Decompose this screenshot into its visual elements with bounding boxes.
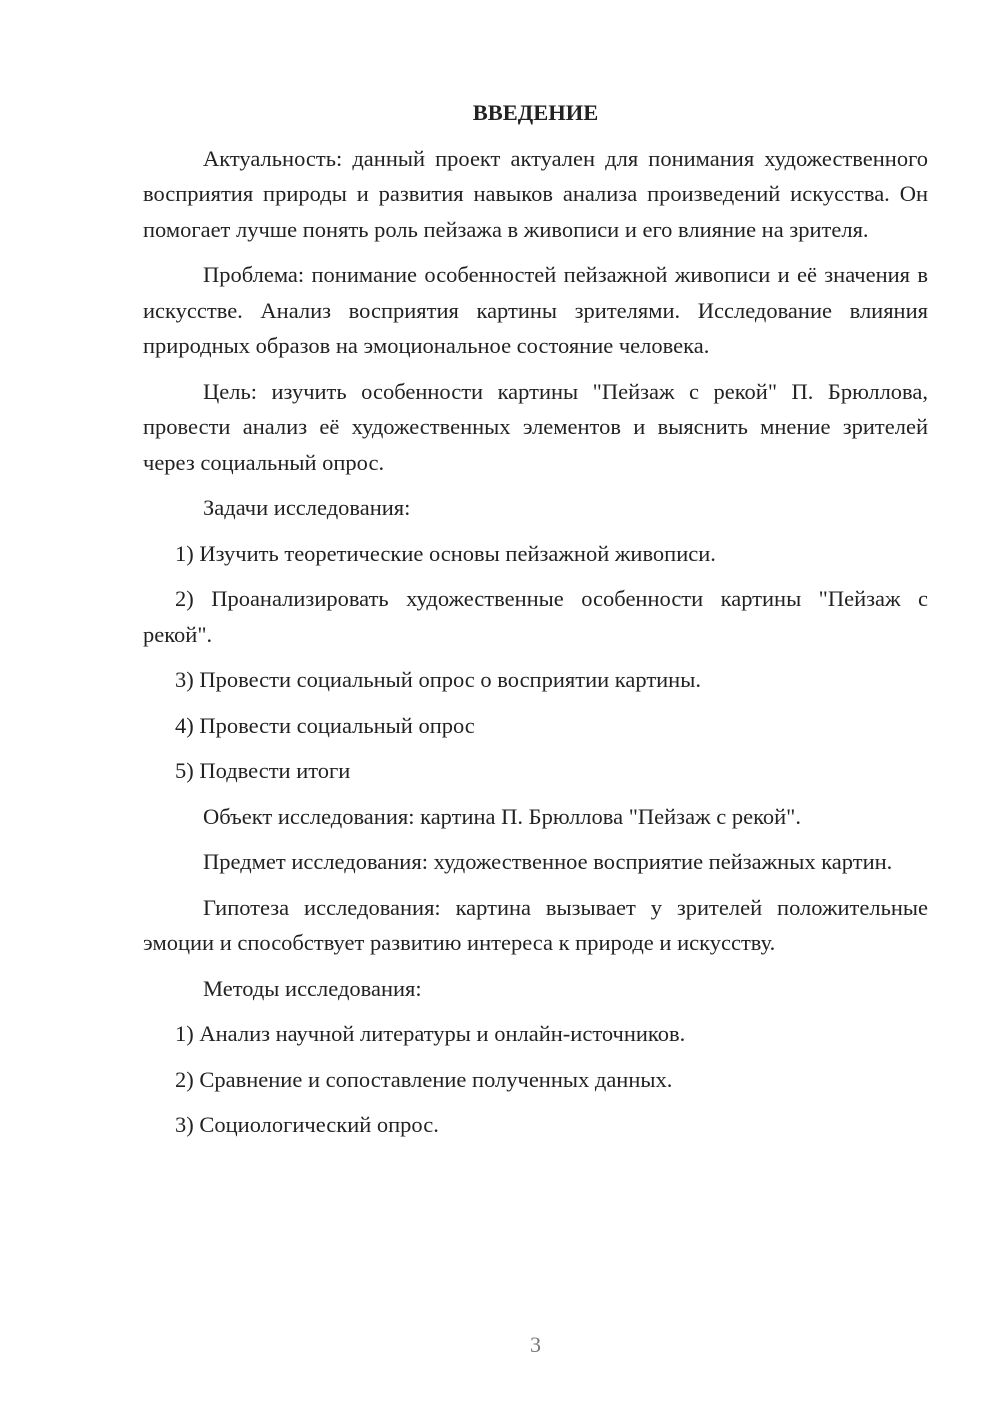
method-item: 2) Сравнение и сопоставление полученных данных.	[175, 1066, 673, 1092]
goal-paragraph: Цель: изучить особенности картины "Пейзаж с рекой" П. Брюллова, провести анализ её художественных элементов и выяснить мнение зрителей через социальный опрос.	[143, 378, 928, 475]
task-item: 2) Проанализировать художественные особенности картины "Пейзаж с рекой".	[143, 586, 928, 647]
section-title: ВВЕДЕНИЕ	[472, 100, 599, 125]
page-number: 3	[530, 1332, 541, 1357]
method-item: 1) Анализ научной литературы и онлайн-источников.	[175, 1021, 686, 1046]
subject-paragraph: Предмет исследования: художественное восприятие пейзажных картин.	[203, 849, 893, 874]
tasks-heading: Задачи исследования:	[203, 495, 411, 520]
document-page	[143, 95, 928, 1153]
hypothesis-paragraph: Гипотеза исследования: картина вызывает у зрителей положительные эмоции и способствует развитию интереса к природе и искусству.	[143, 894, 928, 955]
method-item: 3) Социологический опрос.	[175, 1112, 439, 1137]
object-paragraph: Объект исследования: картина П. Брюллова "Пейзаж с рекой".	[203, 803, 801, 829]
task-item: 4) Провести социальный опрос	[175, 712, 475, 738]
methods-heading: Методы исследования:	[203, 975, 422, 1001]
task-item: 5) Подвести итоги	[175, 758, 351, 783]
task-item: 1) Изучить теоретические основы пейзажной живописи.	[175, 540, 716, 566]
problem-paragraph: Проблема: понимание особенностей пейзажной живописи и её значения в искусстве. Анализ восприятия картины зрителями. Исследование влияния природных образов на эмоциональное состояние человека.	[143, 262, 928, 358]
task-item: 3) Провести социальный опрос о восприятии картины.	[175, 667, 701, 692]
relevance-paragraph: Актуальность: данный проект актуален для понимания художественного восприятия природы и развития навыков анализа произведений искусства. Он помогает лучше понять роль пейзажа в живописи и его влияние на зрителя.	[143, 145, 928, 242]
